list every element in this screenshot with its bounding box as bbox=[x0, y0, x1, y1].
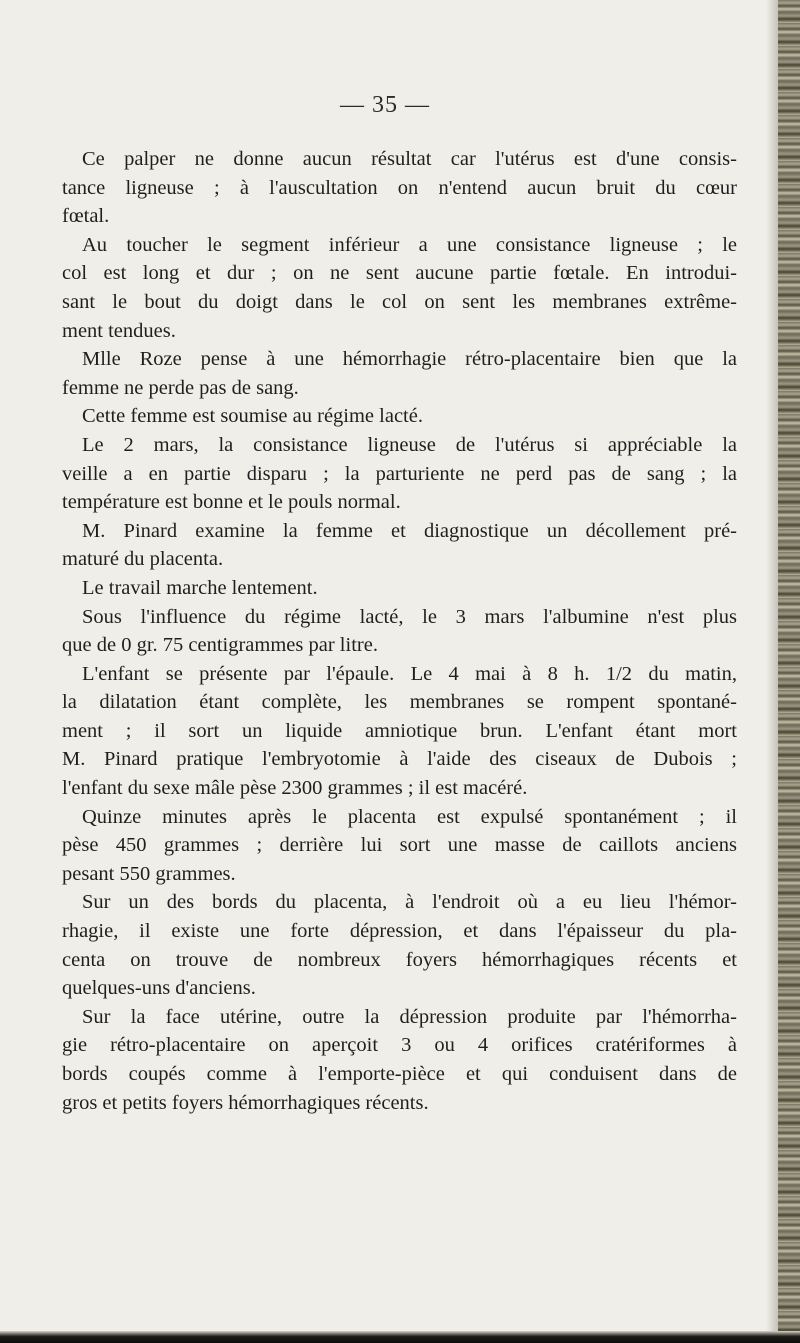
text-line: Sous l'influence du régime lacté, le 3 mars l'albumine n'est plus bbox=[82, 605, 737, 628]
text-line: femme ne perde pas de sang. bbox=[62, 376, 299, 399]
text-line: L'enfant se présente par l'épaule. Le 4 mai à 8 h. 1/2 du matin, bbox=[82, 662, 737, 685]
text-line: rhagie, il existe une forte dépression, et dans l'épaisseur du pla- bbox=[62, 920, 737, 943]
page-edges bbox=[778, 0, 800, 1343]
binding-shadow bbox=[766, 0, 778, 1343]
text-line: Le travail marche lentement. bbox=[82, 576, 318, 599]
text-line: l'enfant du sexe mâle pèse 2300 grammes ; il est macéré. bbox=[62, 777, 528, 800]
text-line: M. Pinard examine la femme et diagnostique un décollement pré- bbox=[82, 519, 737, 542]
text-line: la dilatation étant complète, les membranes se rompent spontané- bbox=[62, 691, 737, 714]
text-line: que de 0 gr. 75 centigrammes par litre. bbox=[62, 634, 378, 657]
text-line: gros et petits foyers hémorrhagiques récents. bbox=[62, 1091, 429, 1114]
text-line: Mlle Roze pense à une hémorrhagie rétro-placentaire bien que la bbox=[82, 348, 737, 371]
text-line: température est bonne et le pouls normal. bbox=[62, 491, 401, 514]
text-line: maturé du placenta. bbox=[62, 548, 224, 571]
text-line: Le 2 mars, la consistance ligneuse de l'utérus si appréciable la bbox=[82, 433, 737, 456]
text-line: pesant 550 grammes. bbox=[62, 862, 236, 885]
text-line: Ce palper ne donne aucun résultat car l'utérus est d'une consis- bbox=[82, 148, 737, 170]
text-line: fœtal. bbox=[62, 205, 110, 228]
text-line: ment ; il sort un liquide amniotique brun. L'enfant étant mort bbox=[62, 719, 737, 742]
text-line: Sur la face utérine, outre la dépression produite par l'hémorrha- bbox=[82, 1005, 737, 1028]
text-line: ment tendues. bbox=[62, 319, 176, 342]
page-number: — 35 — bbox=[340, 92, 430, 118]
text-line: sant le bout du doigt dans le col on sent les membranes extrême- bbox=[62, 290, 737, 313]
text-line: veille a en partie disparu ; la parturiente ne perd pas de sang ; la bbox=[62, 462, 737, 485]
text-line: centa on trouve de nombreux foyers hémorrhagiques récents et bbox=[62, 948, 737, 971]
text-line: Au toucher le segment inférieur a une consistance ligneuse ; le bbox=[82, 233, 737, 256]
text-line: gie rétro-placentaire on aperçoit 3 ou 4 orifices cratériformes à bbox=[62, 1034, 737, 1057]
text-line: M. Pinard pratique l'embryotomie à l'aide des ciseaux de Dubois ; bbox=[62, 748, 737, 771]
text-line: quelques-uns d'anciens. bbox=[62, 977, 256, 1000]
text-line: Cette femme est soumise au régime lacté. bbox=[82, 405, 423, 428]
bottom-page-edge bbox=[0, 1331, 800, 1343]
text-line: Quinze minutes après le placenta est expulsé spontanément ; il bbox=[82, 805, 737, 828]
text-line: bords coupés comme à l'emporte-pièce et qui conduisent dans de bbox=[62, 1063, 737, 1085]
text-line: pèse 450 grammes ; derrière lui sort une masse de caillots anciens bbox=[62, 834, 737, 857]
text-line: tance ligneuse ; à l'auscultation on n'entend aucun bruit du cœur bbox=[62, 176, 737, 199]
body-text bbox=[62, 145, 737, 1117]
text-line: Sur un des bords du placenta, à l'endroit où a eu lieu l'hémor- bbox=[82, 891, 737, 914]
text-line: col est long et dur ; on ne sent aucune partie fœtale. En introdui- bbox=[62, 262, 737, 285]
